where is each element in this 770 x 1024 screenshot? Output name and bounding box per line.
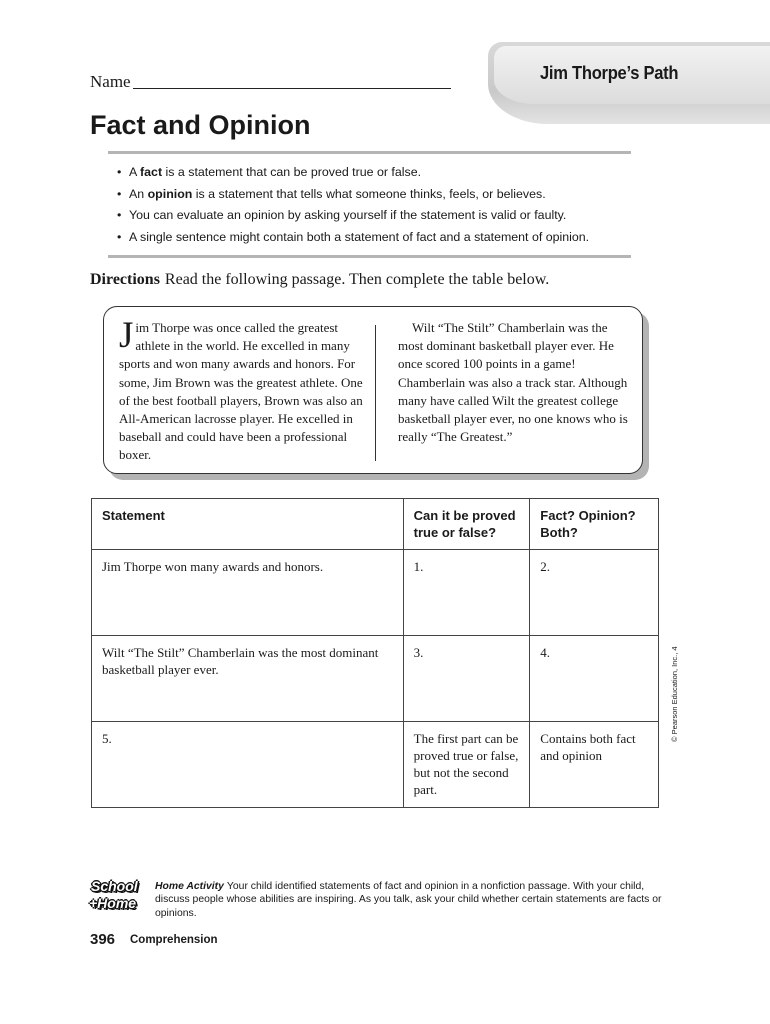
statement-cell: Wilt “The Stilt” Chamberlain was the most dominant basketball player ever.	[92, 636, 404, 722]
home-activity-note: Home Activity Your child identified statements of fact and opinion in a nonfiction passage. With your child, discuss people whose abilities are inspiring. As you talk, ask your child whether certain statements are facts or opinions.	[155, 881, 662, 919]
table-header-row	[92, 499, 659, 550]
directions-text: Read the following passage. Then complete the table below.	[164, 271, 550, 288]
bottom-rule	[108, 255, 631, 258]
drop-cap: J	[119, 315, 134, 356]
header-provable: Can it be proved true or false?	[403, 499, 530, 550]
top-rule	[108, 151, 631, 154]
answer-cell-4[interactable]: 4.	[530, 636, 659, 722]
name-field-line[interactable]	[133, 88, 451, 89]
directions-label: Directions	[90, 271, 160, 288]
passage-left-column: Jim Thorpe was once called the greatest athlete in the world. He excelled in many sports and won many awards and honors. For some, Jim Brown was the greatest athlete. One of the best football players, Brown was also an All-American lacrosse player. He excelled in baseball and could have been a professional boxer.	[119, 315, 363, 463]
list-item: • An opinion is a statement that tells what someone thinks, feels, or believes.	[117, 186, 546, 201]
copyright-notice: © Pearson Education, Inc., 4	[670, 646, 679, 742]
page-number: 396	[90, 931, 116, 948]
list-item: • A fact is a statement that can be proved true or false.	[117, 165, 422, 179]
reading-passage	[103, 306, 643, 474]
table-row	[92, 550, 659, 636]
fact-opinion-table	[91, 498, 659, 808]
answer-cell-1[interactable]: 1.	[403, 550, 530, 636]
header-fact-opinion: Fact? Opinion? Both?	[530, 499, 659, 550]
section-label: Comprehension	[130, 934, 218, 946]
answer-cell-2[interactable]: 2.	[530, 550, 659, 636]
school-home-logo: School +Home	[89, 878, 138, 911]
table-row	[92, 722, 659, 808]
directions	[90, 271, 549, 289]
lesson-title: Jim Thorpe’s Path	[540, 63, 679, 83]
list-item: • A single sentence might contain both a statement of fact and a statement of opinion.	[117, 229, 590, 244]
statement-cell: Jim Thorpe won many awards and honors.	[92, 550, 404, 636]
home-activity-label: Home Activity	[155, 881, 224, 892]
passage-right-column: Wilt “The Stilt” Chamberlain was the most dominant basketball player ever. He once scored 100 points in a game! Chamberlain was also a track star. Although many have called Wilt the greatest college basketball player ever, no one knows who is really “The Greatest.”	[398, 320, 628, 445]
answer-cell-5[interactable]: 5.	[92, 722, 404, 808]
page-title: Fact and Opinion	[90, 110, 311, 140]
example-type-cell: Contains both fact and opinion	[530, 722, 659, 808]
answer-cell-3[interactable]: 3.	[403, 636, 530, 722]
column-divider	[375, 325, 376, 461]
header-statement: Statement	[92, 499, 404, 550]
definition-list	[117, 162, 589, 248]
table-row	[92, 636, 659, 722]
list-item: • You can evaluate an opinion by asking yourself if the statement is valid or faulty.	[117, 208, 567, 222]
example-provable-cell: The first part can be proved true or false, but not the second part.	[403, 722, 530, 808]
name-label: Name	[90, 72, 131, 91]
